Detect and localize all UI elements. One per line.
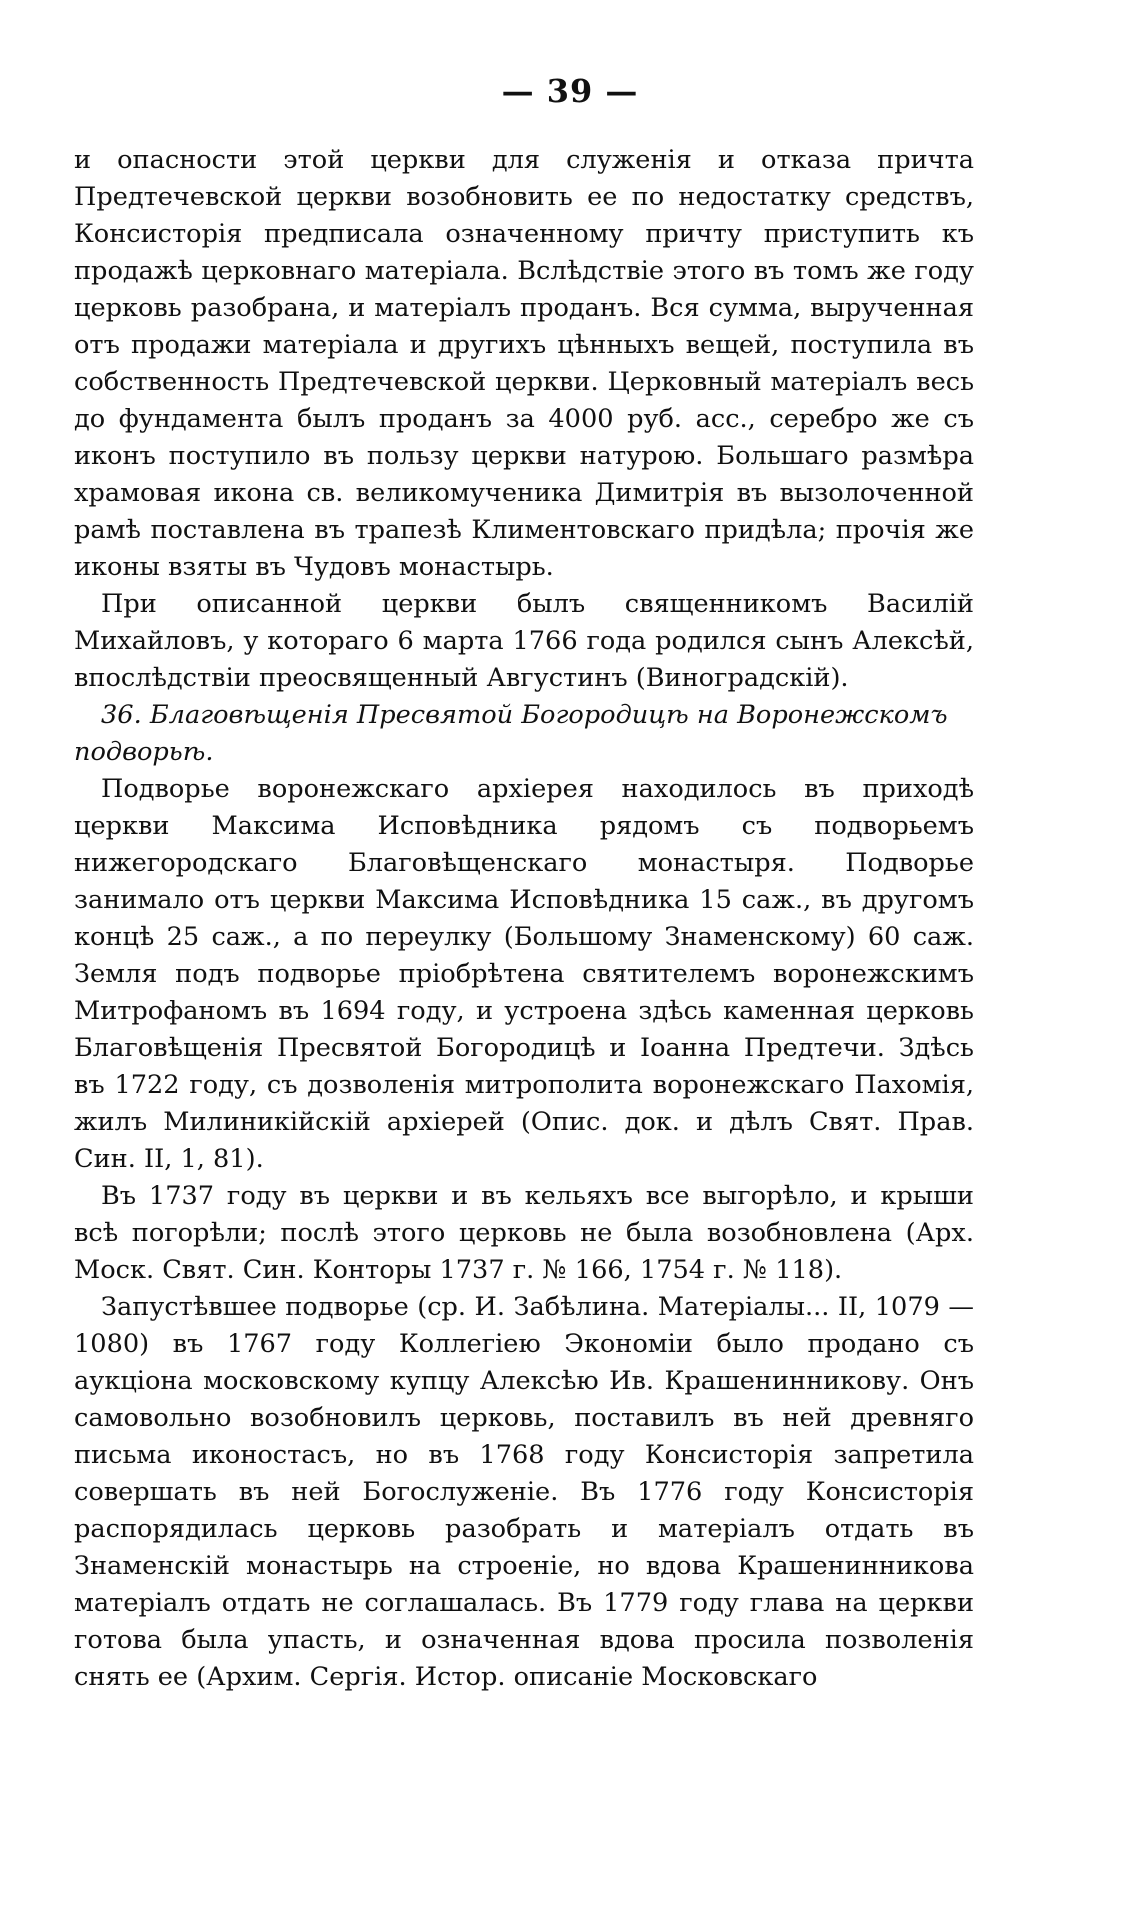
paragraph-continued: и опасности этой церкви для служенія и отказа причта Предтечевской церкви возобновить ее по недостатку средствъ, Консисторія предписала означенному причту приступить къ продажѣ церковнаго матеріала. Вслѣдствіе этого въ томъ же году церковь разобрана, и матеріалъ проданъ. Вся сумма, вырученная отъ продажи матеріала и другихъ цѣнныхъ вещей, поступила въ собственность Предтечевской церкви. Церковный матеріалъ весь до фундамента былъ проданъ за 4000 руб. асс., серебро же съ иконъ поступило въ пользу церкви натурою. Большаго размѣра храмовая икона св. великомученика Димитрія въ вызолоченной рамѣ поставлена въ трапезѣ Климентовскаго придѣла; прочія же иконы взяты въ Чудовъ монастырь. <box>74 145 974 582</box>
page-number: — 39 — <box>501 72 639 110</box>
section-heading: 36. Благовѣщенія Пресвятой Богородицѣ на Воронежскомъ подворьѣ. <box>74 700 948 767</box>
paragraph-abandoned: Запустѣвшее подворье (ср. И. Забѣлина. Матеріалы... II, 1079 — 1080) въ 1767 году Коллегіею Экономіи было продано съ аукціона московскому купцу Алексѣю Ив. Крашенинникову. Онъ самовольно возобновилъ церковь, поставилъ въ ней древняго письма иконостасъ, но въ 1768 году Консисторія запретила совершать въ ней Богослуженіе. Въ 1776 году Консисторія распорядилась церковь разобрать и матеріалъ отдать въ Знаменскій монастырь на строеніе, но вдова Крашенинникова матеріалъ отдать не соглашалась. Въ 1779 году глава на церкви готова была упасть, и означенная вдова просила позволенія снять ее (Архим. Сергія. Истор. описаніе Московскаго <box>74 1292 974 1692</box>
page-text <box>74 142 974 1696</box>
paragraph-fire: Въ 1737 году въ церкви и въ кельяхъ все выгорѣло, и крыши всѣ погорѣли; послѣ этого церковь не была возобновлена (Арх. Моск. Свят. Син. Конторы 1737 г. № 166, 1754 г. № 118). <box>74 1181 974 1285</box>
paragraph-podvorie: Подворье воронежскаго архіерея находилось въ приходѣ церкви Максима Исповѣдника рядомъ съ подворьемъ нижегородскаго Благовѣщенскаго монастыря. Подворье занимало отъ церкви Максима Исповѣдника 15 саж., въ другомъ концѣ 25 саж., а по переулку (Большому Знаменскому) 60 саж. Земля подъ подворье пріобрѣтена святителемъ воронежскимъ Митрофаномъ въ 1694 году, и устроена здѣсь каменная церковь Благовѣщенія Пресвятой Богородицѣ и Іоанна Предтечи. Здѣсь въ 1722 году, съ дозволенія митрополита воронежскаго Пахомія, жилъ Милиникійскій архіерей (Опис. док. и дѣлъ Свят. Прав. Син. II, 1, 81). <box>74 774 974 1174</box>
paragraph-priest: При описанной церкви былъ священникомъ Василій Михайловъ, у котораго 6 марта 1766 года родился сынъ Алексѣй, впослѣдствіи преосвященный Августинъ (Виноградскій). <box>74 589 974 693</box>
